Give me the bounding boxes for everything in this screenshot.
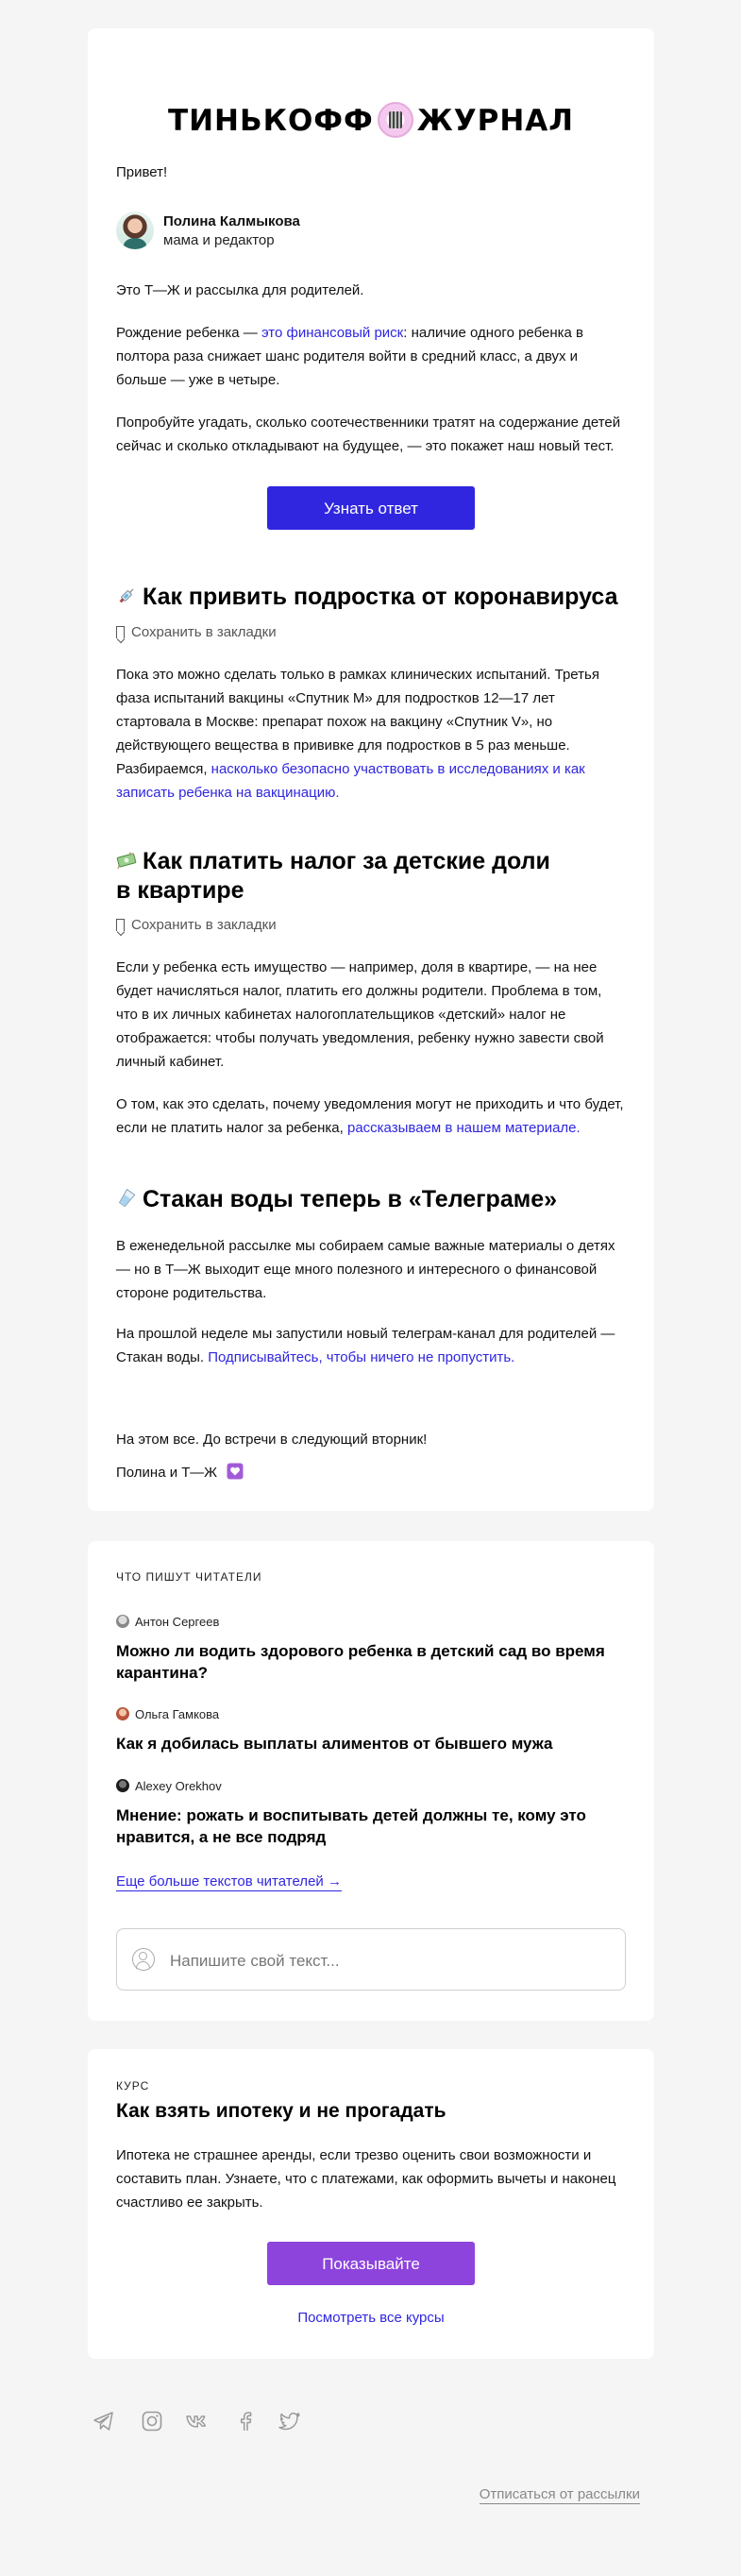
reader-post-3[interactable] xyxy=(116,1778,626,1848)
course-title[interactable]: Как взять ипотеку и не прогадать xyxy=(116,2100,446,2122)
telegram-icon[interactable] xyxy=(92,2409,116,2433)
intro-paragraph-1: Это Т—Ж и рассылка для родителей. xyxy=(116,282,364,298)
article-1-bookmark[interactable] xyxy=(116,623,277,642)
reader-post-title[interactable]: Можно ли водить здорового ребенка в детский сад во время карантина? xyxy=(116,1642,605,1682)
write-text-input[interactable] xyxy=(168,1946,606,1976)
logo-left-text: ТИНЬКОФФ xyxy=(167,104,374,138)
instagram-icon[interactable] xyxy=(140,2409,164,2433)
article-1-title-text: Как привить подростка от коронавируса xyxy=(143,584,618,610)
course-label: КУРС xyxy=(116,2079,150,2093)
reader-author-name: Антон Сергеев xyxy=(135,1615,220,1629)
bookmark-label: Сохранить в закладки xyxy=(131,624,277,640)
facebook-icon[interactable] xyxy=(233,2409,258,2433)
reader-post-title[interactable]: Мнение: рожать и воспитывать детей должны те, кому это нравится, а не все подряд xyxy=(116,1806,586,1846)
unsubscribe-link[interactable]: Отписаться от рассылки xyxy=(479,2486,640,2502)
logo-seal-icon xyxy=(378,102,413,138)
article-3-text-2 xyxy=(116,1322,626,1369)
outro-line-1: На этом все. До встречи в следующий вторник! xyxy=(116,1432,428,1448)
reader-author-name: Ольга Гамкова xyxy=(135,1707,220,1721)
get-answer-button[interactable]: Узнать ответ xyxy=(267,486,475,530)
article-1-text-body: Пока это можно сделать только в рамках клинических испытаний. Третья фаза испытаний вакцины «Спутник М» для подростков 12—17 лет стартовала в Москве: препарат похож на вакцину «Спутник V», но действующего вещества в прививке для подростков в 5 раз меньше. Разбираемся, xyxy=(116,667,599,777)
intro-paragraph-2 xyxy=(116,321,626,392)
bookmark-label: Сохранить в закладки xyxy=(131,917,277,933)
article-3-title-text: Стакан воды теперь в «Телеграме» xyxy=(143,1186,558,1212)
article-3-text-2-body: На прошлой неделе мы запустили новый телеграм-канал для родителей — Стакан воды. xyxy=(116,1326,615,1365)
course-description: Ипотека не страшнее аренды, если трезво оценить свои возможности и составить план. Узнаете, что с платежами, как оформить вычеты и наконец счастливо ее закрыть. xyxy=(116,2147,616,2211)
article-2-text-2 xyxy=(116,1093,626,1140)
reader-post-2[interactable] xyxy=(116,1706,626,1754)
money-icon xyxy=(116,850,137,871)
article-1-title[interactable] xyxy=(116,583,626,612)
article-2-bookmark[interactable] xyxy=(116,916,277,935)
intro-p2-text-after: : наличие одного ребенка в полтора раза снижает шанс родителя войти в средний класс, а двух и больше — уже в четыре. xyxy=(116,325,584,388)
newsletter-card xyxy=(88,28,654,1511)
reader-post-1[interactable] xyxy=(116,1614,626,1684)
reader-author xyxy=(116,1706,626,1723)
reader-author xyxy=(116,1778,626,1795)
bookmark-icon xyxy=(116,919,125,931)
tax-material-link[interactable]: рассказываем в нашем материале. xyxy=(346,1120,581,1136)
reader-author-name: Alexey Orekhov xyxy=(135,1779,222,1793)
avatar xyxy=(116,1615,129,1628)
vk-icon[interactable] xyxy=(185,2409,210,2433)
reader-author xyxy=(116,1614,626,1631)
all-courses-link[interactable]: Посмотреть все курсы xyxy=(297,2310,445,2326)
readers-label: ЧТО ПИШУТ ЧИТАТЕЛИ xyxy=(116,1570,262,1584)
logo-right-text: ЖУРНАЛ xyxy=(416,104,575,138)
twitter-icon[interactable] xyxy=(278,2409,302,2433)
course-card xyxy=(88,2049,654,2359)
reader-post-title[interactable]: Как я добилась выплаты алиментов от бывшего мужа xyxy=(116,1735,553,1753)
greeting: Привет! xyxy=(116,164,168,180)
write-text-field[interactable] xyxy=(116,1928,626,1991)
intro-p2-text: Рождение ребенка — xyxy=(116,325,261,341)
author-role: мама и редактор xyxy=(163,232,275,248)
user-icon xyxy=(132,1948,155,1971)
avatar xyxy=(116,1779,129,1792)
article-2-title[interactable] xyxy=(116,847,550,906)
avatar xyxy=(116,1707,129,1720)
article-3-text-1: В еженедельной рассылке мы собираем самые важные материалы о детях — но в Т—Ж выходит еще много полезного и интересного о финансовой стороне родительства. xyxy=(116,1238,615,1301)
article-1-text xyxy=(116,663,626,805)
article-2-title-text: Как платить налог за детские доли в квартире xyxy=(116,848,550,904)
readers-card xyxy=(88,1541,654,2021)
bookmark-icon xyxy=(116,626,125,638)
outro-signature: Полина и Т—Ж xyxy=(116,1465,217,1481)
article-2-text-2-body: О том, как это сделать, почему уведомления могут не приходить и что будет, если не платить налог за ребенка, xyxy=(116,1096,624,1136)
intro-paragraph-3: Попробуйте угадать, сколько соотечественники тратят на содержание детей сейчас и сколько откладывают на будущее, — это покажет наш новый тест. xyxy=(116,415,621,454)
tinkoff-journal-logo[interactable] xyxy=(88,102,654,140)
financial-risk-link[interactable]: это финансовый риск xyxy=(261,325,404,341)
show-course-button[interactable]: Показывайте xyxy=(267,2242,475,2285)
author-name: Полина Калмыкова xyxy=(163,213,300,229)
author-avatar xyxy=(116,212,154,249)
purple-heart-icon xyxy=(227,1463,244,1480)
syringe-icon xyxy=(116,585,137,606)
vaccination-link[interactable]: насколько безопасно участвовать в исследованиях и как записать ребенка на вакцинацию. xyxy=(116,761,585,801)
glass-of-water-icon xyxy=(116,1188,137,1209)
more-reader-texts-link[interactable]: Еще больше текстов читателей → xyxy=(116,1873,342,1890)
outro-line-2 xyxy=(116,1461,626,1484)
article-3-title[interactable] xyxy=(116,1185,626,1214)
telegram-subscribe-link[interactable]: Подписывайтесь, чтобы ничего не пропустить. xyxy=(208,1349,515,1365)
article-2-text-1: Если у ребенка есть имущество — например, доля в квартире, — на нее будет начисляться налог, платить его должны родители. Проблема в том, что в их личных кабинетах налогоплательщиков «детский» налог не отображается: чтобы получать уведомления, ребенку нужно завести свой личный кабинет. xyxy=(116,959,604,1070)
